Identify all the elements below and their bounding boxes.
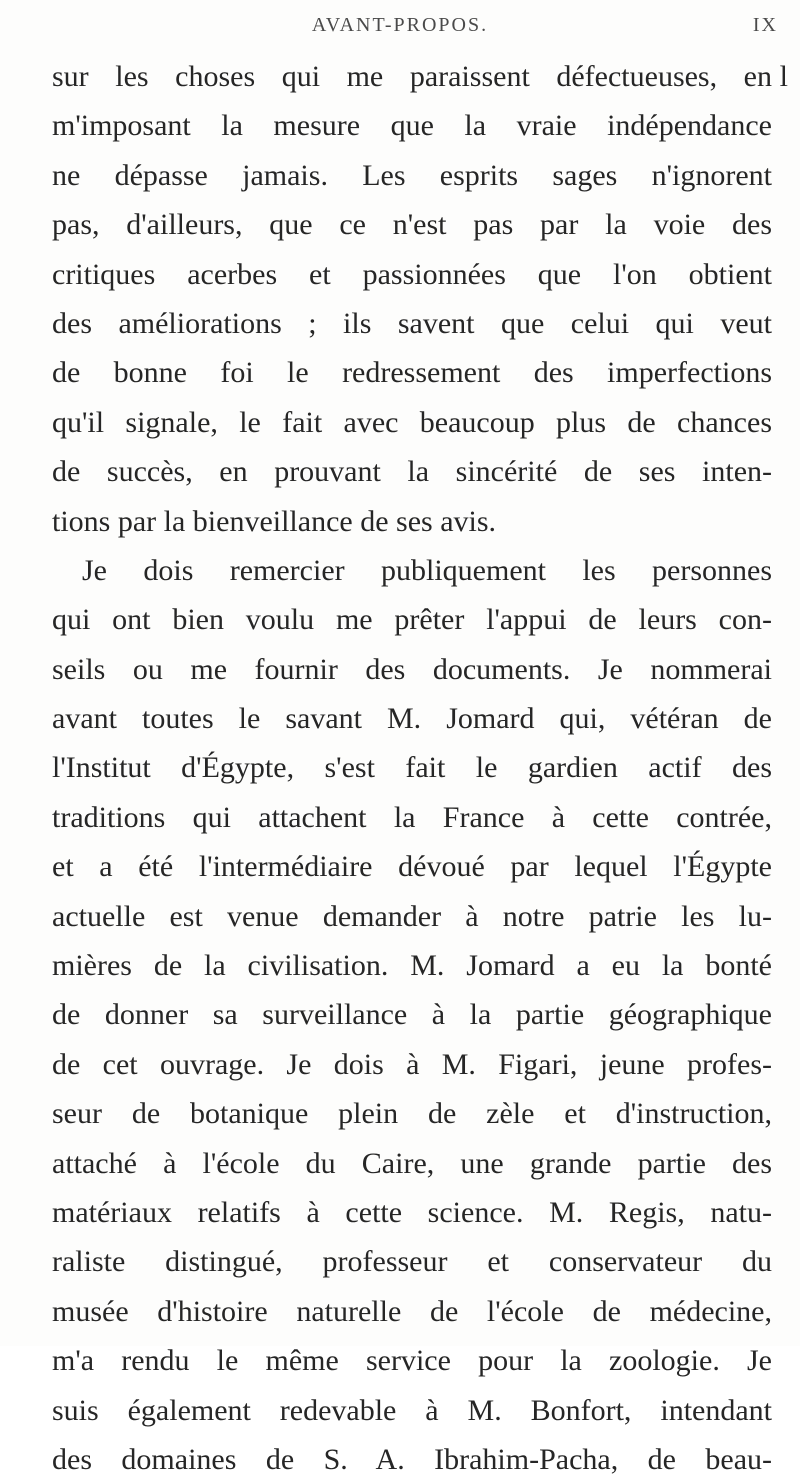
text-line: mières de la civilisation. M. Jomard a eu la bonté: [52, 949, 772, 983]
text-line: matériaux relatifs à cette science. M. Regis, natu-: [52, 1195, 772, 1229]
text-line: de bonne foi le redressement des imperfections: [52, 356, 772, 390]
text-line: critiques acerbes et passionnées que l'on obtient: [52, 257, 772, 291]
text-line: des domaines de S. A. Ibrahim-Pacha, de beau-: [52, 1442, 772, 1476]
text-line: pas, d'ailleurs, que ce n'est pas par la voie des: [52, 208, 772, 242]
text-line: seur de botanique plein de zèle et d'instruction,: [52, 1097, 772, 1131]
text-line: avant toutes le savant M. Jomard qui, vétéran de: [52, 702, 772, 736]
text-line: m'imposant la mesure que la vraie indépendance: [52, 109, 772, 143]
text-line: et a été l'intermédiaire dévoué par lequel l'Égypte: [52, 850, 772, 884]
text-line: ne dépasse jamais. Les esprits sages n'ignorent: [52, 158, 772, 192]
text-line: raliste distingué, professeur et conservateur du: [52, 1245, 772, 1279]
text-line: de succès, en prouvant la sincérité de ses inten-: [52, 455, 772, 489]
margin-mark: l: [779, 60, 788, 93]
running-title: AVANT-PROPOS.: [311, 14, 489, 36]
paragraph-end-line: tions par la bienveillance de ses avis.: [52, 504, 497, 538]
text-line: actuelle est venue demander à notre patrie les lu-: [52, 899, 772, 933]
text-line: l'Institut d'Égypte, s'est fait le gardien actif des: [52, 751, 772, 785]
text-line: seils ou me fournir des documents. Je nommerai: [52, 652, 772, 686]
text-line: de donner sa surveillance à la partie géographique: [52, 998, 772, 1032]
text-line: traditions qui attachent la France à cette contrée,: [52, 800, 772, 834]
text-line: m'a rendu le même service pour la zoologie. Je: [52, 1344, 772, 1378]
paragraph-start-line: Je dois remercier publiquement les personnes: [82, 553, 772, 587]
text-line: de cet ouvrage. Je dois à M. Figari, jeune profes-: [52, 1047, 772, 1081]
text-line: sur les choses qui me paraissent défectueuses, en: [52, 60, 772, 93]
text-line: qui ont bien voulu me prêter l'appui de leurs con-: [52, 603, 772, 637]
text-line: musée d'histoire naturelle de l'école de médecine,: [52, 1294, 772, 1328]
text-line: suis également redevable à M. Bonfort, intendant: [52, 1393, 772, 1427]
text-line: des améliorations ; ils savent que celui qui veut: [52, 306, 772, 340]
text-line: qu'il signale, le fait avec beaucoup plus de chances: [52, 405, 772, 439]
page-number: IX: [752, 14, 778, 36]
text-line: attaché à l'école du Caire, une grande partie des: [52, 1146, 772, 1180]
body-text: [52, 52, 772, 1484]
running-head: [0, 14, 800, 44]
